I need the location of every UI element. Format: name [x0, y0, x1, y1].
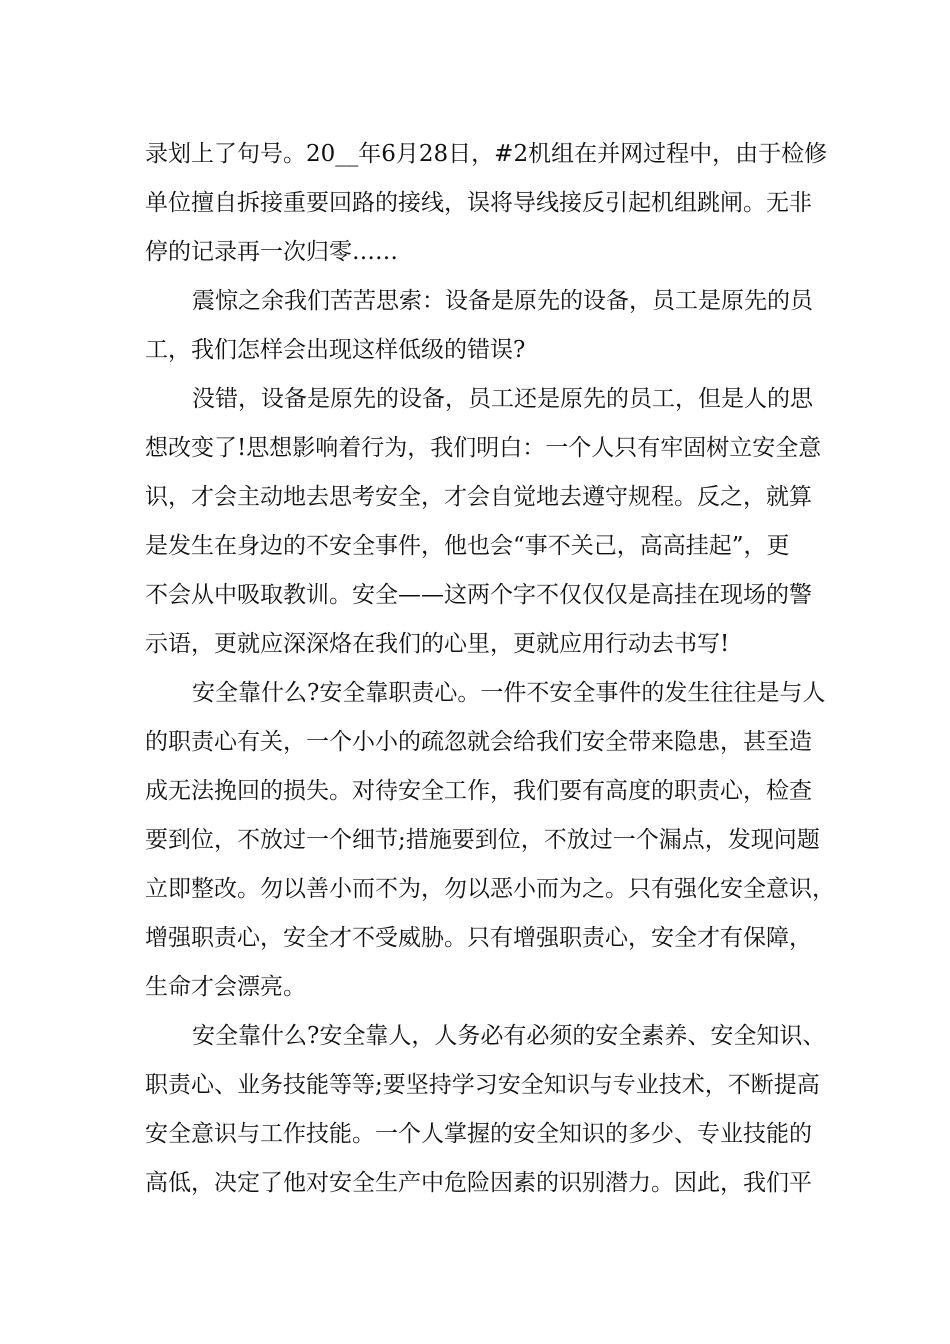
text-line: 职责心、业务技能等等;要坚持学习安全知识与专业技术，不断提高 — [145, 1072, 820, 1098]
text-line: 录划上了句号。20__年6月28日，#2机组在并网过程中，由于检修 — [145, 141, 828, 167]
text-line: 的职责心有关，一个小小的疏忽就会给我们安全带来隐患，甚至造 — [145, 729, 812, 755]
text-line: 安全意识与工作技能。一个人掌握的安全知识的多少、专业技能的 — [145, 1121, 812, 1147]
text-line: 安全靠什么?安全靠职责心。一件不安全事件的发生往往是与人 — [192, 680, 826, 706]
text-line: 高低，决定了他对安全生产中危险因素的识别潜力。因此，我们平 — [145, 1170, 812, 1196]
text-line: 停的记录再一次归零…… — [145, 239, 398, 265]
paragraph-4 — [145, 669, 835, 1012]
paragraph-3 — [145, 375, 825, 669]
text-line: 单位擅自拆接重要回路的接线，误将导线接反引起机组跳闸。无非 — [145, 190, 812, 216]
text-line: 安全靠什么?安全靠人，人务必有必须的安全素养、安全知识、 — [192, 1023, 826, 1049]
text-line: 生命才会漂亮。 — [145, 974, 306, 1000]
text-line: 识，才会主动地去思考安全，才会自觉地去遵守规程。反之，就算 — [145, 484, 812, 510]
text-line: 示语，更就应深深烙在我们的心里，更就应用行动去书写! — [145, 631, 730, 657]
paragraph-1 — [145, 130, 828, 277]
text-line: 没错，设备是原先的设备，员工还是原先的员工，但是人的思 — [192, 386, 813, 412]
text-line: 震惊之余我们苦苦思索：设备是原先的设备，员工是原先的员 — [192, 288, 813, 314]
text-line: 不会从中吸取教训。安全——这两个字不仅仅仅是高挂在现场的警 — [145, 582, 812, 608]
text-line: 想改变了!思想影响着行为，我们明白：一个人只有牢固树立安全意 — [145, 435, 822, 461]
text-line: 要到位，不放过一个细节;措施要到位，不放过一个漏点，发现问题 — [145, 827, 820, 853]
text-line: 是发生在身边的不安全事件，他也会“事不关己，高高挂起”，更 — [145, 533, 790, 559]
text-line: 立即整改。勿以善小而不为，勿以恶小而为之。只有强化安全意识， — [145, 876, 835, 902]
text-line: 工，我们怎样会出现这样低级的错误? — [145, 337, 526, 363]
text-line: 成无法挽回的损失。对待安全工作，我们要有高度的职责心，检查 — [145, 778, 812, 804]
text-line: 增强职责心，安全才不受威胁。只有增强职责心，安全才有保障， — [145, 925, 812, 951]
paragraph-2 — [145, 277, 825, 375]
paragraph-5 — [145, 1012, 825, 1208]
document-body — [145, 130, 835, 1208]
